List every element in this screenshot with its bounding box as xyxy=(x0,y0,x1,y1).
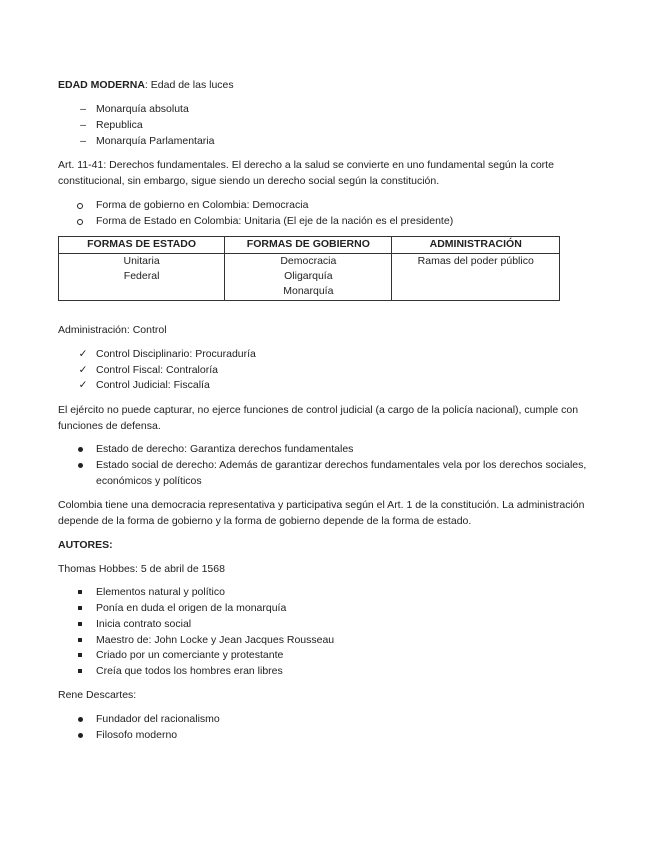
bullet-square xyxy=(78,653,82,657)
admin-line: Administración: Control xyxy=(58,324,167,336)
dash-marker: – xyxy=(80,103,86,115)
autores-heading-text: AUTORES: xyxy=(58,539,113,551)
list-item: Estado de derecho: Garantiza derechos fundamentales xyxy=(96,443,354,455)
colombia-paragraph: Colombia tiene una democracia representativa y participativa según el Art. 1 de la constitución. La administración depende de la forma de gobierno y la forma de gobierno depende de la forma de estado. xyxy=(58,499,585,527)
cell-line: Ramas del poder público xyxy=(417,255,534,267)
check-icon: ✓ xyxy=(78,348,88,360)
bullet-dot xyxy=(78,733,83,738)
forms-table xyxy=(58,236,560,301)
circle-bullet xyxy=(77,219,83,225)
list-item: Maestro de: John Locke y Jean Jacques Rousseau xyxy=(96,634,335,646)
table-cell xyxy=(392,254,560,301)
bullet-dot xyxy=(78,447,83,452)
art-paragraph: Art. 11-41: Derechos fundamentales. El derecho a la salud se convierte en uno fundamental según la corte constitucional, sin embargo, sigue siendo un derecho social según la constitución. xyxy=(58,159,554,187)
list-item: Control Disciplinario: Procuraduría xyxy=(96,348,256,360)
list-item: Monarquía Parlamentaria xyxy=(96,135,215,147)
heading-rest: : Edad de las luces xyxy=(144,79,234,91)
list-item: Fundador del racionalismo xyxy=(96,713,220,725)
cell-line: Unitaria xyxy=(123,255,160,267)
table-header: ADMINISTRACIÓN xyxy=(392,237,560,254)
list-item: Filosofo moderno xyxy=(96,729,178,741)
cell-line: Federal xyxy=(123,270,160,282)
section-heading xyxy=(58,77,598,93)
army-paragraph: El ejército no puede capturar, no ejerce funciones de control judicial (a cargo de la policía nacional), cumple con funciones de defensa. xyxy=(58,404,579,432)
list-item: Forma de Estado en Colombia: Unitaria (El eje de la nación es el presidente) xyxy=(96,215,454,227)
cell-line: Monarquía xyxy=(283,285,334,297)
bullet-square xyxy=(78,638,82,642)
list-item: Inicia contrato social xyxy=(96,618,192,630)
list-item: Estado social de derecho: Además de garantizar derechos fundamentales vela por los derechos sociales, económicos y políticos xyxy=(96,459,587,487)
hobbes-line: Thomas Hobbes: 5 de abril de 1568 xyxy=(58,563,225,575)
bullet-dot xyxy=(78,717,83,722)
table-cell xyxy=(225,254,392,301)
cell-line: Democracia xyxy=(280,255,337,267)
list-item: Creía que todos los hombres eran libres xyxy=(96,665,283,677)
check-icon: ✓ xyxy=(78,364,88,376)
list-item: Control Fiscal: Contraloría xyxy=(96,364,218,376)
check-icon: ✓ xyxy=(78,379,88,391)
heading-bold: EDAD MODERNA xyxy=(58,79,145,91)
list-item: Control Judicial: Fiscalía xyxy=(96,379,210,391)
bullet-square xyxy=(78,622,82,626)
list-item: Elementos natural y político xyxy=(96,586,225,598)
bullet-dot xyxy=(78,463,83,468)
bullet-square xyxy=(78,590,82,594)
descartes-line: Rene Descartes: xyxy=(58,689,137,701)
dash-marker: – xyxy=(80,135,86,147)
dash-marker: – xyxy=(80,119,86,131)
bullet-square xyxy=(78,669,82,673)
table-header: FORMAS DE ESTADO xyxy=(59,237,225,254)
list-item: Ponía en duda el origen de la monarquía xyxy=(96,602,287,614)
table-header: FORMAS DE GOBIERNO xyxy=(225,237,392,254)
cell-line: Oligarquía xyxy=(284,270,333,282)
list-item: Criado por un comerciante y protestante xyxy=(96,649,284,661)
list-item: Forma de gobierno en Colombia: Democracia xyxy=(96,199,309,211)
list-item: Monarquía absoluta xyxy=(96,103,189,115)
list-item: Republica xyxy=(96,119,143,131)
autores-heading xyxy=(58,537,598,553)
table-cell xyxy=(59,254,225,301)
circle-bullet xyxy=(77,203,83,209)
bullet-square xyxy=(78,606,82,610)
